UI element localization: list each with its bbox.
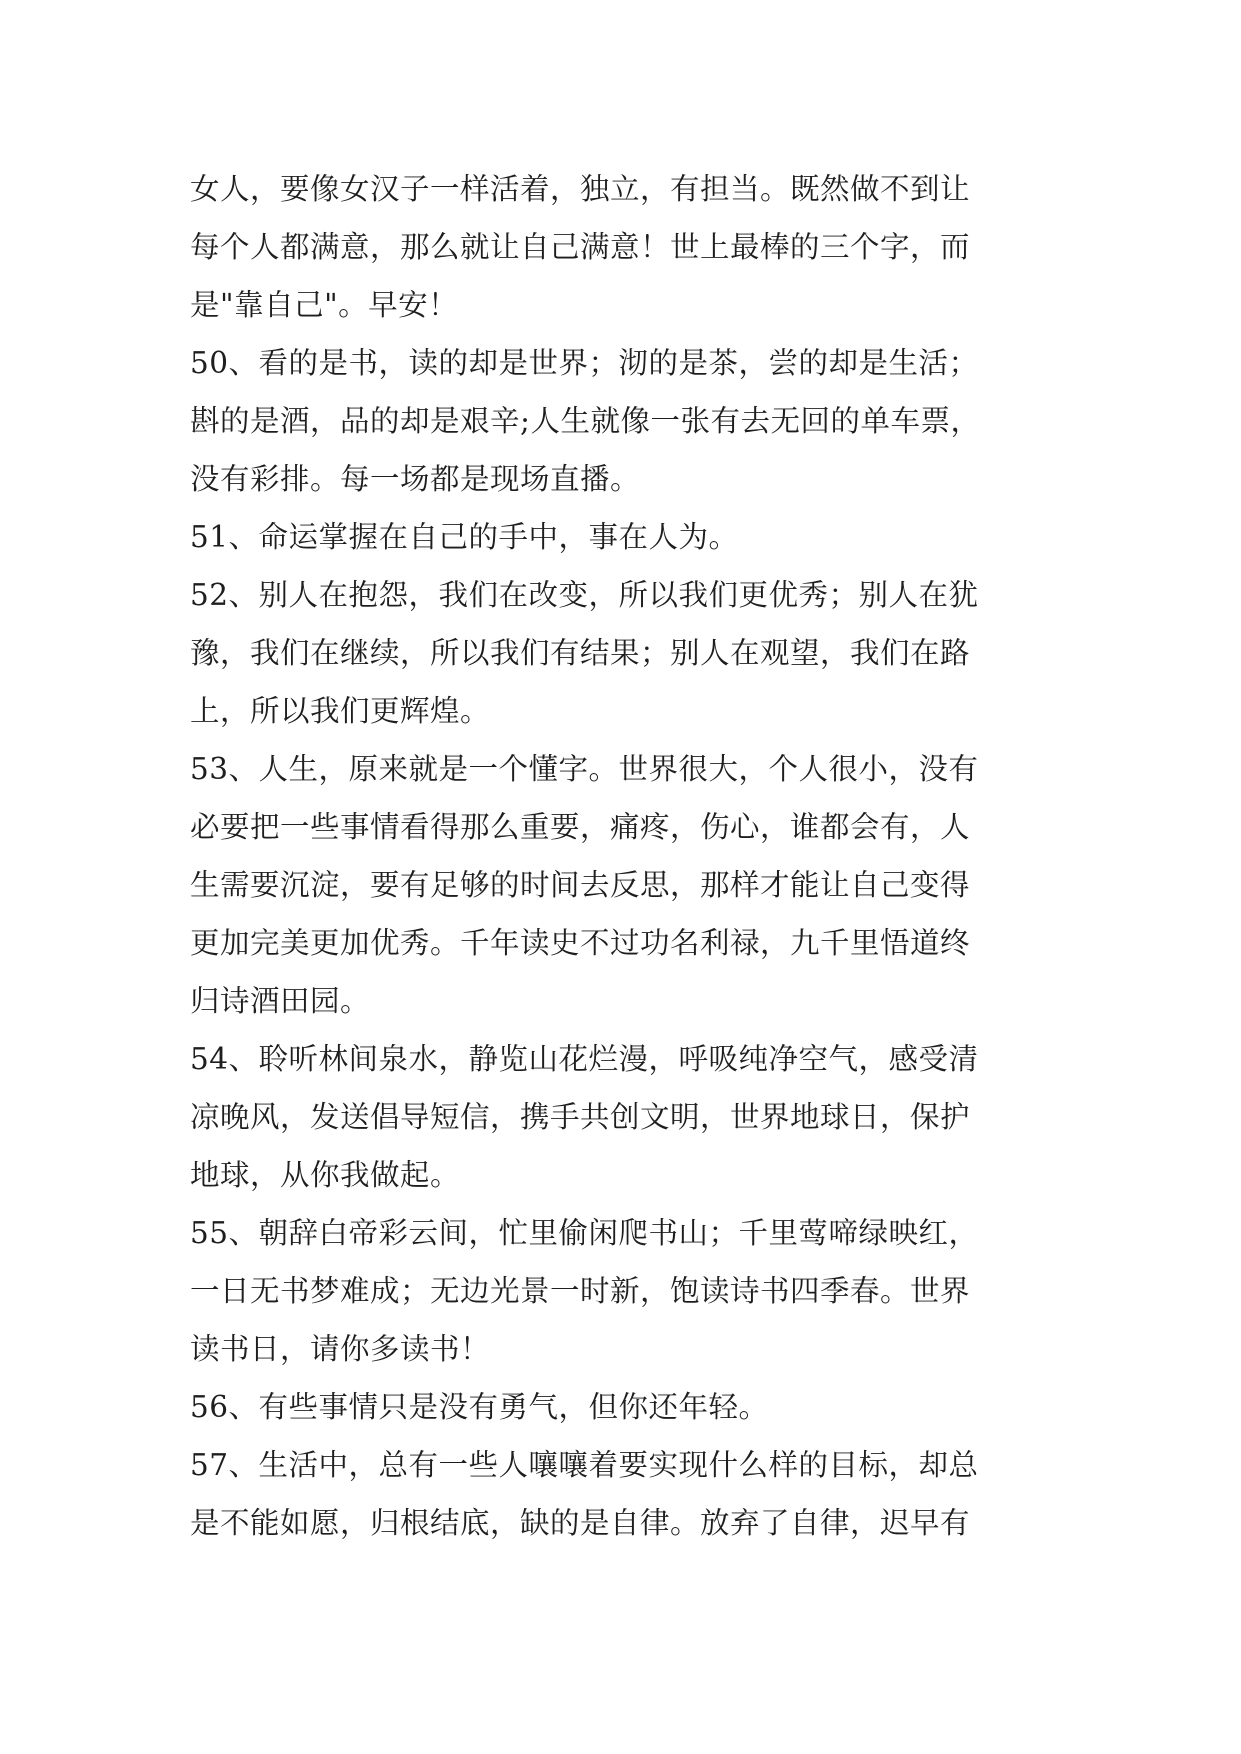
text-line: 凉晚风，发送倡导短信，携手共创文明，世界地球日，保护 <box>190 1100 971 1134</box>
text-line: 斟的是酒，品的却是艰辛;人生就像一张有去无回的单车票， <box>190 404 981 438</box>
text-line: 更加完美更加优秀。千年读史不过功名利禄，九千里悟道终 <box>190 926 971 960</box>
document-body <box>190 160 1070 1552</box>
text-line: 上，所以我们更辉煌。 <box>190 694 491 728</box>
text-line: 51、命运掌握在自己的手中，事在人为。 <box>190 520 739 554</box>
text-line: 女人，要像女汉子一样活着，独立，有担当。既然做不到让 <box>190 172 971 206</box>
text-line: 必要把一些事情看得那么重要，痛疼，伤心，谁都会有，人 <box>190 810 971 844</box>
text-line: 归诗酒田园。 <box>190 984 371 1018</box>
text-line: 53、人生，原来就是一个懂字。世界很大，个人很小，没有 <box>190 752 979 786</box>
text-line: 一日无书梦难成；无边光景一时新，饱读诗书四季春。世界 <box>190 1274 971 1308</box>
text-line: 没有彩排。每一场都是现场直播。 <box>190 462 641 496</box>
text-line: 读书日，请你多读书！ <box>190 1332 491 1366</box>
text-line: 50、看的是书，读的却是世界；沏的是茶，尝的却是生活； <box>190 346 979 380</box>
text-line: 57、生活中，总有一些人嚷嚷着要实现什么样的目标，却总 <box>190 1448 979 1482</box>
text-line: 地球，从你我做起。 <box>190 1158 461 1192</box>
text-line: 54、聆听林间泉水，静览山花烂漫，呼吸纯净空气，感受清 <box>190 1042 979 1076</box>
text-line: 55、朝辞白帝彩云间，忙里偷闲爬书山；千里莺啼绿映红， <box>190 1216 979 1250</box>
text-line: 52、别人在抱怨，我们在改变，所以我们更优秀；别人在犹 <box>190 578 979 612</box>
text-line: 生需要沉淀，要有足够的时间去反思，那样才能让自己变得 <box>190 868 971 902</box>
text-line: 每个人都满意，那么就让自己满意！世上最棒的三个字，而 <box>190 230 971 264</box>
text-line: 是"靠自己"。早安！ <box>190 288 459 322</box>
text-line: 56、有些事情只是没有勇气，但你还年轻。 <box>190 1390 769 1424</box>
text-line: 是不能如愿，归根结底，缺的是自律。放弃了自律，迟早有 <box>190 1506 971 1540</box>
text-line: 豫，我们在继续，所以我们有结果；别人在观望，我们在路 <box>190 636 971 670</box>
